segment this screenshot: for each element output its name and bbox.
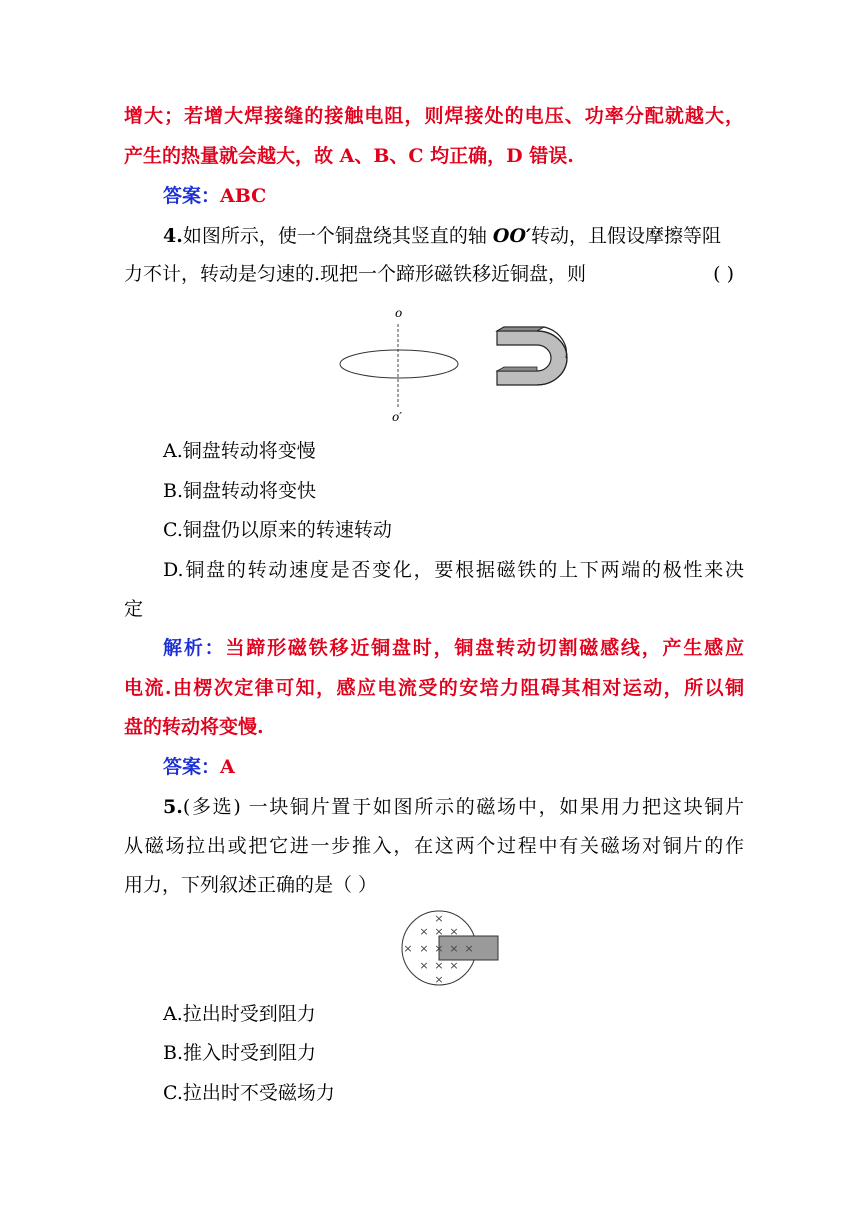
q4-option-c: C.铜盘仍以原来的转速转动 <box>163 519 392 541</box>
field-x-mark: × <box>403 942 413 955</box>
field-x-mark: × <box>419 942 429 955</box>
q4-option-a: A.铜盘转动将变慢 <box>163 440 316 462</box>
answer-value: A <box>220 756 235 778</box>
field-x-mark: × <box>419 925 429 938</box>
field-x-mark: × <box>419 959 429 972</box>
analysis-label: 解析： <box>163 637 226 659</box>
axis-label-top: o <box>395 306 403 320</box>
answer-value: ABC <box>220 185 267 207</box>
q5-stem-line-3: 用力，下列叙述正确的是（ ） <box>124 874 378 896</box>
field-x-mark: × <box>449 925 459 938</box>
answer-label: 答案： <box>163 756 221 778</box>
q4-stem-line-2: 力不计，转动是匀速的.现把一个蹄形磁铁移近铜盘，则 ( ) <box>124 255 744 293</box>
q4-analysis-line-3: 盘的转动将变慢. <box>124 716 264 738</box>
q4-answer <box>163 748 783 786</box>
q4-option-d: D.铜盘的转动速度是否变化，要根据磁铁的上下两端的极性来决 <box>163 559 744 581</box>
q5-option-b: B.推入时受到阻力 <box>163 1042 317 1064</box>
prev-analysis-line-2: 产生的热量就会越大，故 A、B、C 均正确，D 错误. <box>124 145 574 167</box>
q4-number: 4. <box>163 225 183 247</box>
prev-answer <box>163 177 783 215</box>
field-x-mark: × <box>434 925 444 938</box>
horseshoe-magnet <box>497 327 567 385</box>
q4-stem-line-1: 4.如图所示，使一个铜盘绕其竖直的轴 OO′转动，且假设摩擦等阻 <box>163 225 722 247</box>
prev-analysis-line-1: 增大；若增大焊接缝的接触电阻，则焊接处的电压、功率分配就越大， <box>124 105 744 127</box>
field-x-mark: × <box>449 942 459 955</box>
field-x-mark: × <box>434 942 444 955</box>
q4-option-b: B.铜盘转动将变快 <box>163 480 317 502</box>
q5-option-a: A.拉出时受到阻力 <box>163 1003 316 1025</box>
field-x-mark: × <box>434 959 444 972</box>
q5-figure-magnetic-field <box>398 908 508 990</box>
q5-stem-line-1: 5.(多选) 一块铜片置于如图所示的磁场中，如果用力把这块铜片 <box>163 796 744 818</box>
q4-analysis-line-2: 电流.由楞次定律可知，感应电流受的安培力阻碍其相对运动，所以铜 <box>124 677 744 699</box>
q5-number: 5. <box>163 796 183 818</box>
q5-stem-line-2: 从磁场拉出或把它进一步推入，在这两个过程中有关磁场对铜片的作 <box>124 835 744 857</box>
field-x-mark: × <box>464 942 474 955</box>
field-x-mark: × <box>434 912 444 925</box>
q4-option-d-continued: 定 <box>124 598 144 620</box>
answer-paren: ( ) <box>713 263 734 285</box>
q4-analysis-line-1: 解析：当蹄形磁铁移近铜盘时，铜盘转动切割磁感线，产生感应 <box>163 637 744 659</box>
q4-figure-disc-magnet <box>330 300 580 430</box>
field-x-mark: × <box>434 973 444 986</box>
axis-label-bottom: o′ <box>392 410 402 424</box>
q4-axis-label: OO′ <box>492 225 532 247</box>
answer-label: 答案： <box>163 185 221 207</box>
q5-option-c: C.拉出时不受磁场力 <box>163 1082 335 1104</box>
copper-disc <box>340 350 458 378</box>
field-x-mark: × <box>449 959 459 972</box>
